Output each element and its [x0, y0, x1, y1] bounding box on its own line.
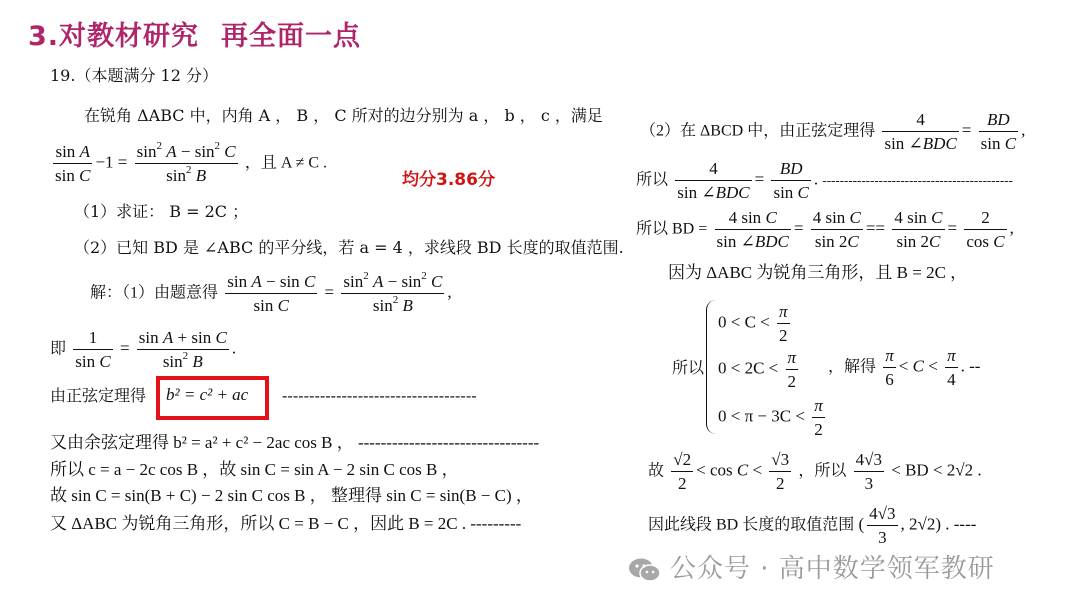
average-score-label: 均分3.86分	[402, 170, 495, 190]
solution1-line6: 故 sin C = sin(B + C) − 2 sin C cos B ， 整理得 sin C = sin(B − C) ，	[50, 486, 533, 505]
solution1-line4-text: 又由余弦定理得 b² = a² + c² − 2ac cos B ，	[50, 433, 354, 452]
solution2-prefix: 故	[648, 462, 665, 480]
fraction: $\frac{√2}{2}$	[673, 450, 692, 493]
fraction: $\frac{BD}{\text{sin C}}$	[980, 110, 1017, 153]
boxed-equation: b² = c² + ac	[166, 385, 249, 404]
fraction: $\frac{\pi}{4}$	[947, 346, 956, 389]
system-row-3	[718, 396, 828, 439]
solution2-line4: 因为 ΔABC 为锐角三角形，且 B = 2C ，	[668, 263, 968, 282]
fraction: $\frac{\text{sin A + sin C}}{\sin^2 B}$	[138, 328, 227, 371]
fraction: $\frac{\pi}{2}$	[814, 396, 823, 439]
wechat-icon	[628, 557, 662, 583]
fraction: $\frac{\text{4 sin C}}{\sin 2C}$	[894, 208, 943, 251]
system-row-2	[718, 348, 801, 391]
solution2-mid: ，所以	[798, 462, 847, 480]
fraction: $\frac{\text{4 sin C}}{\sin 2C}$	[812, 208, 861, 251]
solution1-line1: 解：（1）由题意得 $\frac{\text{sin A − sin C}}{\text{sin C}}$ = $\frac{\sin^2 A - \sin^2 C}{\sin^2 B}$ ,	[90, 270, 452, 315]
solution1-line5: 所以 c = a − 2c cos B ，故 sin C = sin A − 2 sin C cos B ，	[50, 460, 459, 479]
solution1-line3-prefix: 由正弦定理得	[50, 386, 147, 405]
solution2-prefix: 所以 BD =	[636, 220, 708, 238]
fraction: $\frac{4√3}{3}$	[855, 450, 882, 493]
fraction: $\frac{1}{\text{sin C}}$	[75, 328, 111, 371]
fraction: $\frac{4√3}{3}$	[869, 504, 896, 547]
solution2-line1: （2）在 ΔBCD 中，由正弦定理得 $\frac{4}{\text{sin ∠BDC}}$ = $\frac{BD}{\text{sin C}}$ ,	[640, 110, 1026, 153]
fraction: $\frac{\sin^2 A - \sin^2 C}{\sin^2 B}$	[136, 140, 236, 185]
solution2-prefix: （2）在 ΔBCD 中，由正弦定理得	[640, 122, 876, 140]
fraction: $\frac{√3}{2}$	[771, 450, 790, 493]
question-1: （1）求证： B = 2C ；	[74, 202, 249, 221]
solution1-line4	[50, 428, 539, 453]
solution1-prefix: 即	[50, 340, 67, 358]
solution2-prefix: 所以	[636, 171, 669, 189]
title-part-1: 3.对教材研究	[28, 21, 200, 52]
fraction: $\frac{BD}{\text{sin C}}$	[773, 159, 809, 202]
fraction: $\frac{2}{\text{cos C}}$	[966, 208, 1005, 251]
watermark-text: 公众号 · 高中数学领军教研	[670, 554, 995, 584]
solution2-line6: 故 $\frac{√2}{2}$ < cos C < $\frac{√3}{2}$ ，所以 $\frac{4√3}{3}$ < BD < 2√2 .	[648, 450, 982, 493]
slide-title	[28, 14, 361, 53]
system-row-1-text: 0 < C <	[718, 312, 770, 332]
solution1-line7-text: 又 ΔABC 为锐角三角形，所以 C = B − C ，因此 B = 2C .	[50, 514, 467, 533]
fraction: $\frac{\sin^2 A - \sin^2 C}{\sin^2 B}$	[343, 270, 443, 315]
title-part-2: 再全面一点	[221, 21, 362, 52]
fraction: $\frac{\pi}{6}$	[885, 346, 894, 389]
fraction: $\frac{4}{\text{sin ∠BDC}}$	[884, 110, 957, 153]
dash-line: --------------------------------------------	[822, 172, 1013, 188]
system-row-2-text: 0 < 2C <	[718, 358, 779, 378]
solution2-line2: 所以 $\frac{4}{\text{sin ∠BDC}}$ = $\frac{BD}{\text{sin C}}$ . --------------------------------------------	[636, 159, 1013, 202]
system-prefix: 所以	[672, 358, 705, 377]
dash-line: ---------	[470, 514, 522, 533]
problem-stem: 在锐角 ΔABC 中，内角 A ， B ， C 所对的边分别为 a ， b ， c ，满足	[84, 106, 603, 125]
problem-condition: $\frac{\text{sin A}}{\text{sin C}}$ −1 = $\frac{\sin^2 A - \sin^2 C}{\sin^2 B}$ ，且 A ≠ C .	[55, 140, 328, 185]
dash-line: ----	[953, 514, 977, 534]
solution2-line7: 因此线段 BD 长度的取值范围 ( $\frac{4√3}{3}$ , 2√2) . ----	[648, 504, 977, 547]
watermark	[628, 548, 995, 585]
dash-line: --	[969, 356, 981, 376]
system-row-3-text: 0 < π − 3C <	[718, 406, 805, 426]
solution2-line6-end: < BD < 2√2 .	[891, 460, 982, 480]
system-result: ，解得 $\frac{\pi}{6}$ < C < $\frac{\pi}{4}$ . --	[828, 346, 981, 389]
problem-header: 19.（本题满分 12 分）	[50, 66, 218, 85]
fraction: $\frac{\pi}{2}$	[787, 348, 797, 391]
condition-text: ，且 A ≠ C .	[244, 154, 328, 172]
solution1-line2: 即 $\frac{1}{\text{sin C}}$ = $\frac{\text{sin A + sin C}}{\sin^2 B}$ .	[50, 328, 237, 371]
solution1-prefix: 解：（1）由题意得	[90, 284, 219, 302]
fraction: $\frac{4}{\text{sin ∠BDC}}$	[677, 159, 750, 202]
question-2: （2）已知 BD 是 ∠ABC 的平分线，若 a = 4 ，求线段 BD 长度的取值范围.	[74, 238, 624, 257]
solution2-prefix: 因此线段 BD 长度的取值范围	[648, 516, 855, 534]
solution1-line7	[50, 509, 521, 534]
highlight-box	[156, 376, 269, 420]
dash-line: ------------------------------------	[282, 386, 477, 405]
fraction: $\frac{\text{4 sin C}}{\text{sin ∠BDC}}$	[716, 208, 789, 251]
system-row-1	[718, 302, 793, 345]
fraction: $\frac{\text{sin A}}{\text{sin C}}$	[55, 142, 91, 185]
fraction: $\frac{\text{sin A − sin C}}{\text{sin C}}$	[227, 272, 316, 315]
dash-line: --------------------------------	[357, 433, 540, 452]
fraction: $\frac{\pi}{2}$	[779, 302, 788, 345]
system-result-prefix: ，解得	[828, 358, 877, 376]
solution2-line3: 所以 BD = $\frac{\text{4 sin C}}{\text{sin ∠BDC}}$ = $\frac{\text{4 sin C}}{\sin 2C}$ == $\frac{\text{4 sin C}}{\sin 2C}$ = $\frac{2}{\text{cos C}}$ ,	[636, 208, 1014, 251]
